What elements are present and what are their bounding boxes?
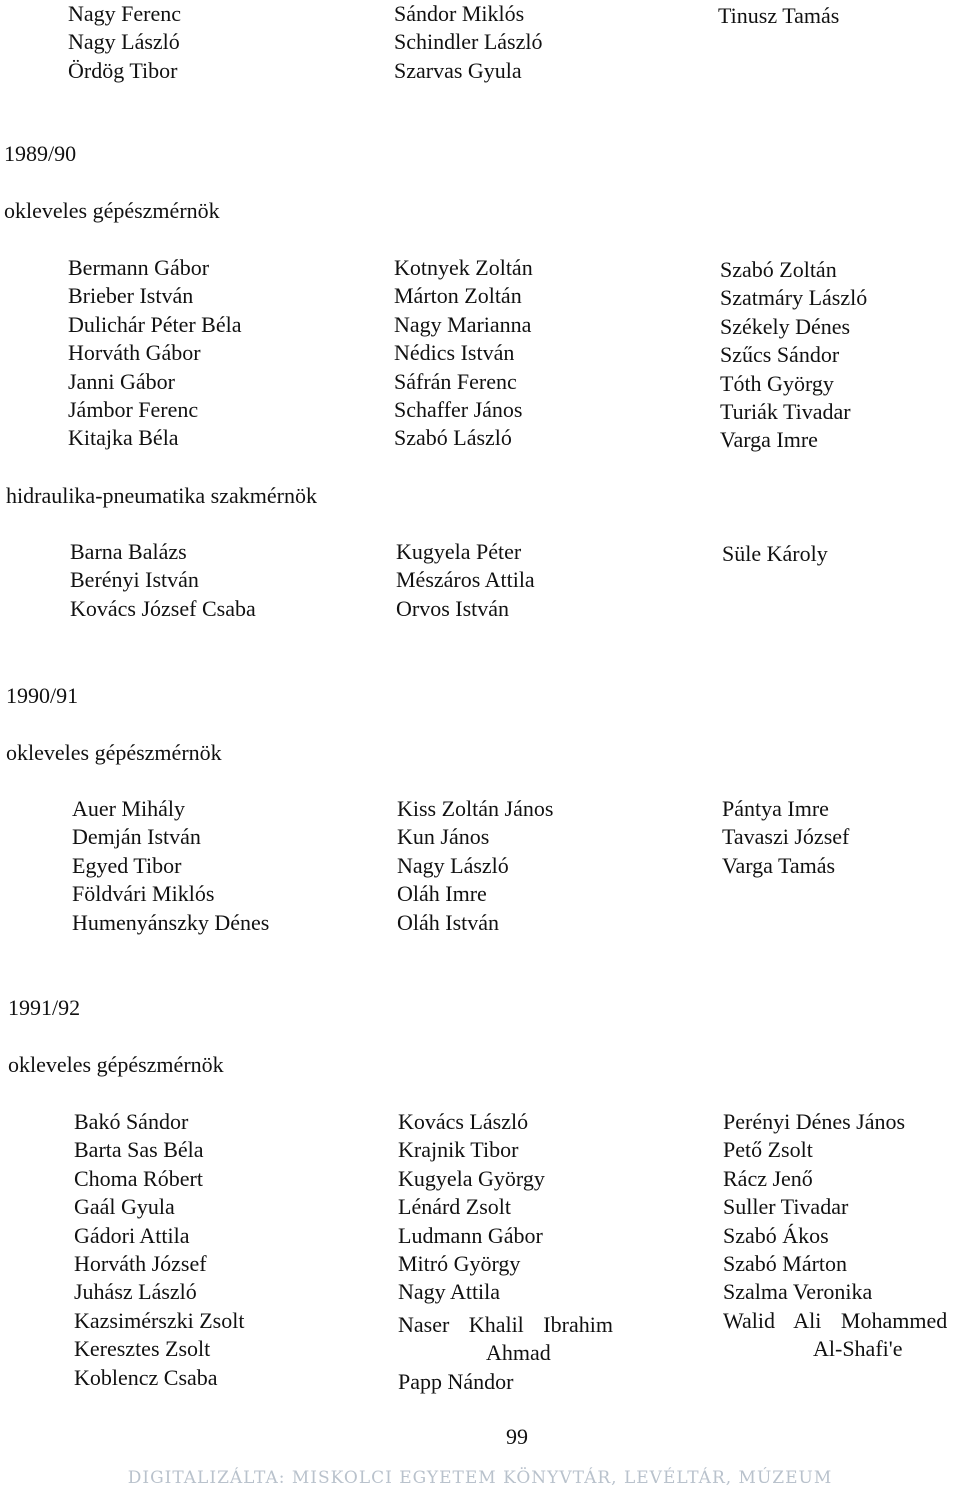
year-heading: 1991/92 [8,995,81,1020]
name-column-2 [394,0,542,85]
list-item: Szatmáry László [720,285,868,311]
name-column-2 [398,1108,613,1396]
name-column-2 [394,254,533,453]
list-item: Gádori Attila [74,1222,190,1248]
wrapped-name-line-1: Naser Khalil Ibrahim [398,1311,613,1337]
list-item: Pető Zsolt [723,1137,813,1163]
list-item: Kotnyek Zoltán [394,255,533,280]
name-column-1 [70,538,256,623]
list-item: Jámbor Ferenc [68,396,199,422]
digitization-footer: DIGITALIZÁLTA: MISKOLCI EGYETEM KÖNYVTÁR, LEVÉLTÁR, MÚZEUM [127,1468,833,1488]
list-item: Nagy László [68,29,180,55]
name-column-3 [722,540,828,568]
list-item: Choma Róbert [74,1165,203,1191]
year-heading: 1989/90 [4,141,77,166]
list-item: Schaffer János [394,396,523,422]
degree-heading: hidraulika-pneumatika szakmérnök [6,483,317,508]
list-item: Szabó Márton [723,1250,848,1276]
list-item: Koblencz Csaba [74,1364,218,1390]
list-item: Oláh Imre [397,881,487,907]
list-item: Suller Tivadar [723,1194,849,1220]
list-item: Nagy László [397,852,509,878]
wrapped-name [398,1311,613,1368]
list-item: Turiák Tivadar [720,398,851,424]
list-item: Ördög Tibor [68,57,178,83]
list-item: Kitajka Béla [68,425,179,451]
list-item: Szarvas Gyula [394,57,522,83]
list-item: Rácz Jenő [723,1165,813,1191]
list-item: Szűcs Sándor [720,342,840,368]
name-column-2 [396,538,535,623]
list-item: Brieber István [68,283,194,309]
page-number: 99 [506,1424,528,1449]
list-item: Varga Tamás [722,852,836,878]
list-item: Kovács József Csaba [70,595,256,621]
list-item: Lénárd Zsolt [398,1194,512,1220]
list-item: Keresztes Zsolt [74,1336,211,1362]
list-item: Szabó Zoltán [720,257,837,282]
list-item: Kovács László [398,1109,529,1134]
list-item: Kugyela György [398,1165,545,1191]
list-item: Kun János [397,824,490,850]
list-item: Kiss Zoltán János [397,796,554,821]
name-column-1 [72,795,269,937]
list-item: Szalma Veronika [723,1279,873,1305]
name-column-3 [718,2,839,30]
list-item: Tinusz Tamás [718,3,840,28]
list-item: Nagy Ferenc [68,1,182,26]
list-item: Kazsimérszki Zsolt [74,1307,245,1333]
list-item: Schindler László [394,29,543,55]
degree-heading: okleveles gépészmérnök [6,740,222,765]
list-item: Tóth György [720,370,834,396]
name-column-3 [720,256,867,455]
list-item: Horváth József [74,1250,207,1276]
wrapped-name [723,1307,947,1364]
degree-heading: okleveles gépészmérnök [8,1052,224,1077]
list-item: Szabó Ákos [723,1222,829,1248]
list-item: Nagy Marianna [394,311,532,337]
list-item: Mészáros Attila [396,567,535,593]
list-item: Humenyánszky Dénes [72,909,270,935]
list-item: Orvos István [396,595,510,621]
degree-heading: okleveles gépészmérnök [4,198,220,223]
list-item: Ludmann Gábor [398,1222,543,1248]
list-item: Varga Imre [720,427,818,453]
list-item: Demján István [72,824,201,850]
list-item: Gaál Gyula [74,1194,175,1220]
list-item: Sáfrán Ferenc [394,368,517,394]
name-column-1 [74,1108,244,1392]
list-item: Janni Gábor [68,368,175,394]
name-column-1 [68,0,181,85]
list-item: Juhász László [74,1279,197,1305]
list-item: Nagy Attila [398,1279,501,1305]
wrapped-name-line-1: Walid Ali Mohammed [723,1307,948,1333]
list-item: Sándor Miklós [394,1,525,26]
wrapped-name-line-2: Ahmad [486,1340,551,1366]
list-item: Bermann Gábor [68,255,210,280]
name-column-1 [68,254,242,453]
list-item: Mitró György [398,1250,521,1276]
year-heading: 1990/91 [6,683,79,708]
list-item: Egyed Tibor [72,852,182,878]
list-item: Perényi Dénes János [723,1109,906,1134]
list-item: Bakó Sándor [74,1109,189,1134]
list-item: Székely Dénes [720,313,851,339]
name-column-2 [397,795,553,937]
list-item: Süle Károly [722,541,828,566]
wrapped-name-line-2: Al-Shafi'e [813,1336,903,1362]
list-item: Kugyela Péter [396,539,522,564]
list-item: Nédics István [394,340,515,366]
name-column-3 [722,795,849,880]
list-item: Berényi István [70,567,199,593]
list-item: Földvári Miklós [72,881,215,907]
list-item: Szabó László [394,425,512,451]
list-item: Auer Mihály [72,796,186,821]
name-column-3 [723,1108,947,1364]
list-item: Pántya Imre [722,796,829,821]
list-item: Tavaszi József [722,824,850,850]
list-item: Barta Sas Béla [74,1137,204,1163]
list-item: Dulichár Péter Béla [68,311,242,337]
list-item: Horváth Gábor [68,340,201,366]
list-item: Papp Nándor [398,1368,514,1394]
list-item: Barna Balázs [70,539,187,564]
list-item: Márton Zoltán [394,283,522,309]
list-item: Oláh István [397,909,500,935]
list-item: Krajnik Tibor [398,1137,519,1163]
